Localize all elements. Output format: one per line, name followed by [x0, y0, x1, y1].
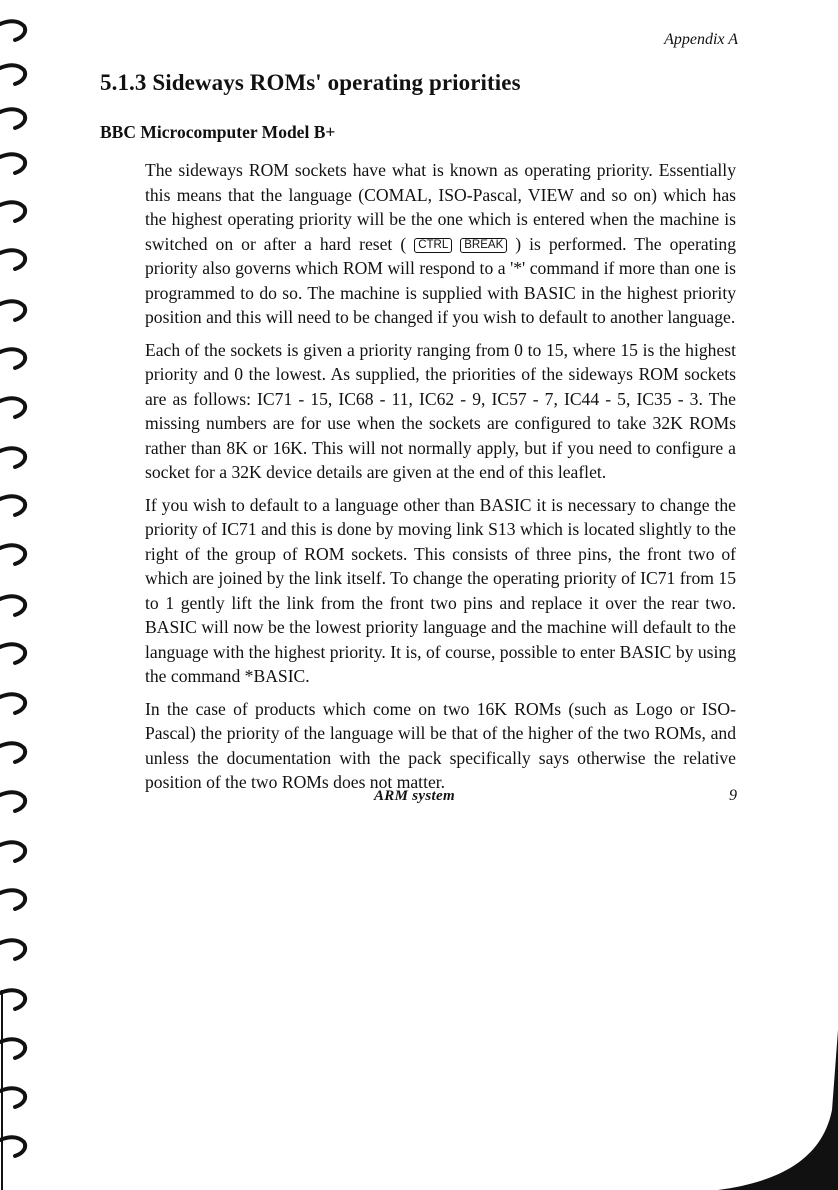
ctrl-key: CTRL: [414, 238, 452, 253]
paragraph-changing-default: If you wish to default to a language other than BASIC it is necessary to change the priority of IC71 and this is done by moving link S13 which is located slightly to the right of the group of ROM sockets. This consists of three pins, the front two of which are joined by the link itself. To change the operating priority of IC71 from 15 to 1 gently lift the link from the front two pins and replace it over the rear two. BASIC will now be the lowest priority language and the machine will default to the language with the highest priority. It is, of course, possible to enter BASIC by using the command *BASIC.: [145, 494, 736, 686]
paragraph-socket-priorities: Each of the sockets is given a priority ranging from 0 to 15, where 15 is the highest priority and 0 the lowest. As supplied, the priorities of the sideways ROM sockets are as follows: IC71 - 15, IC68 - 11, IC62 - 9, IC57 - 7, IC44 - 5, IC35 - 3. The missing numbers are for use when the sockets are configured to take 32K ROMs rather than 8K or 16K. This will not normally apply, but if you need to configure a socket for a 32K device details are given at the end of this leaflet.: [145, 339, 736, 482]
running-header: Appendix A: [664, 31, 738, 48]
footer-title: ARM system: [374, 788, 455, 804]
page-corner-shadow: [718, 990, 838, 1190]
body-text: [145, 158, 736, 803]
page-number: 9: [729, 787, 737, 804]
paragraph-16k-roms: In the case of products which come on two 16K ROMs (such as Logo or ISO-Pascal) the priority of the language will be that of the higher of the two ROMs, and unless the documentation with the pack specifically says otherwise the relative position of the two ROMs does not matter.: [145, 698, 736, 792]
break-key: BREAK: [460, 238, 507, 253]
paragraph-operating-priority: [145, 158, 736, 330]
subsection-title: BBC Microcomputer Model B+: [100, 122, 336, 142]
spiral-binding: [0, 0, 40, 1190]
paragraph-text: The sideways ROM sockets have what is known as operating priority. Essentially this means that the language (COMAL, ISO-Pascal, VIEW and so on) which has the highest operating priority will be the one which is entered when the machine is switched on or after a hard reset (: [145, 160, 736, 254]
section-title: 5.1.3 Sideways ROMs' operating priorities: [100, 70, 521, 95]
paragraph-text: ) is performed. The operating priority also governs which ROM will respond to a '*' command if more than one is programmed to do so. The machine is supplied with BASIC in the highest priority position and this will need to be changed if you wish to default to another language.: [145, 233, 737, 327]
